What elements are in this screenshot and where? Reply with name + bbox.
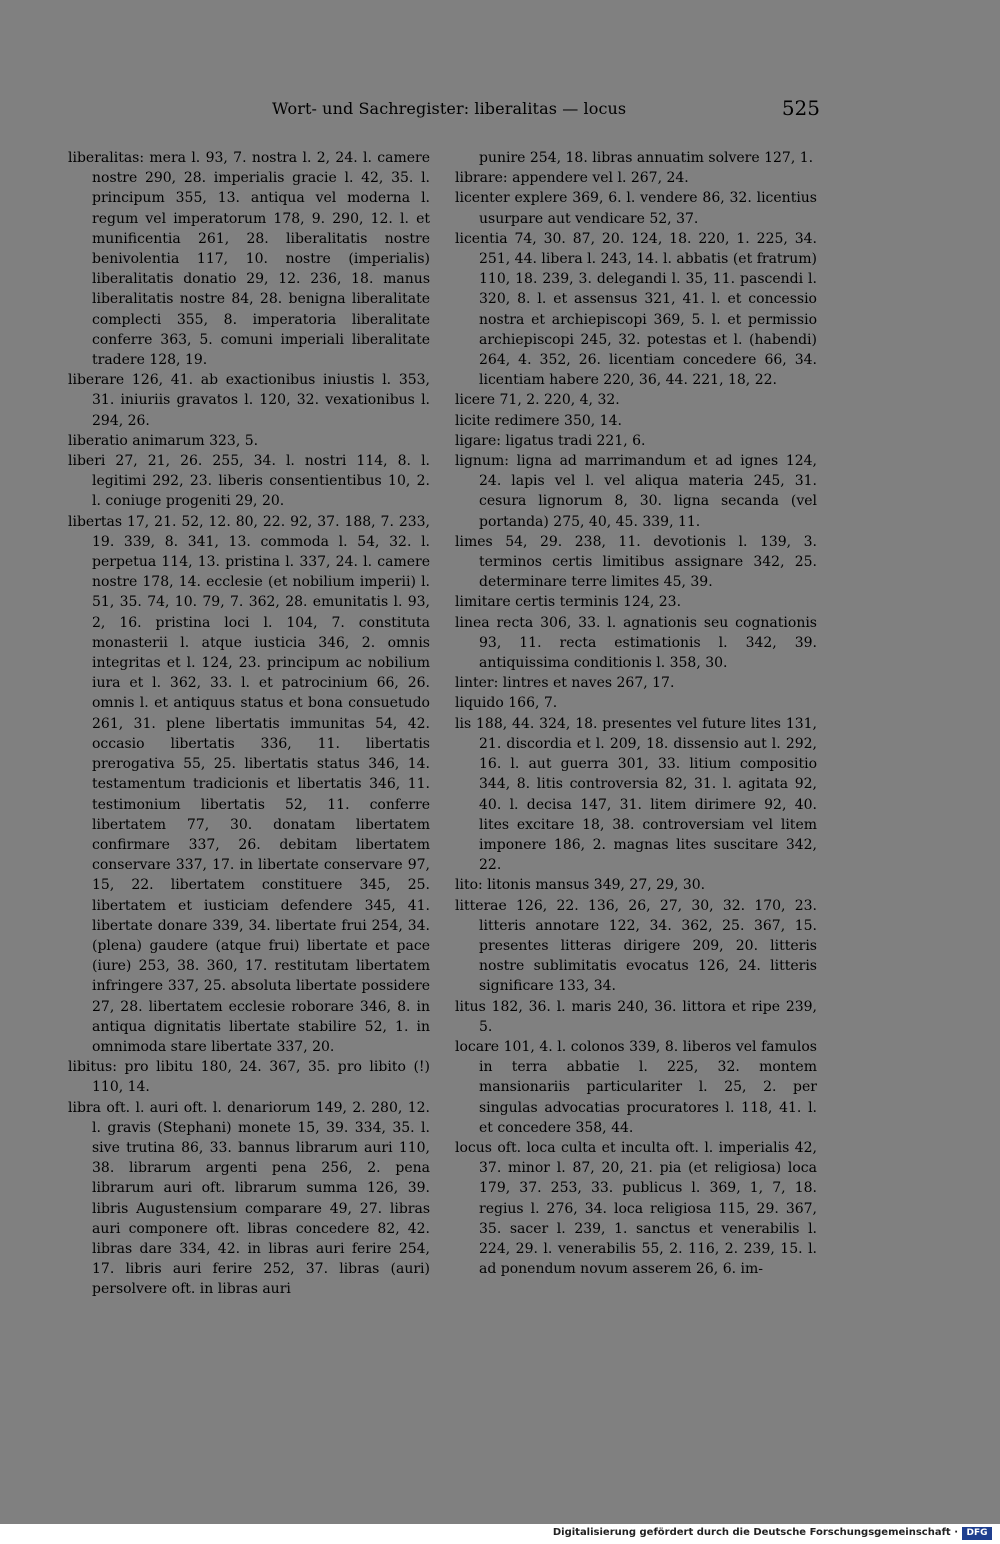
footer-credit: Digitalisierung gefördert durch die Deutsche Forschungsgemeinschaft ·: [552, 1527, 958, 1538]
index-entry-linter: linter: lintres et naves 267, 17.: [455, 675, 675, 692]
index-entry-licenter: licenter explere 369, 6. l. vendere 86, 32. licentius usurpare aut vendicare 52, 37.: [455, 190, 817, 227]
running-title: Wort- und Sachregister: liberalitas — locus: [272, 99, 627, 118]
index-entry-lis: lis 188, 44. 324, 18. presentes vel future lites 131, 21. discordia et l. 209, 18. dissensio aut l. 292, 16. l. aut guerra 301, 33. litium compositio 344, 8. litis controversia 82, 31. l. agitata 92, 40. l. decisa 147, 31. litem dirimere 92, 40. lites excitare 18, 38. controversiam vel litem imponere 186, 2. magnas lites suscitare 342, 22.: [455, 715, 817, 874]
dfg-logo-icon: DFG: [962, 1527, 992, 1540]
index-entry-lignum: lignum: ligna ad marrimandum et ad ignes 124, 24. lapis vel l. vel aliqua materia 245, 31. cesura lignorum 8, 30. ligna secanda (vel portanda) 275, 40, 45. 339, 11.: [455, 453, 817, 530]
index-entry-liberalitas: liberalitas: mera l. 93, 7. nostra l. 2, 24. l. camere nostre 290, 28. imperialis gracie l. 42, 35. l. principum 355, 13. antiqua vel moderna l. regum vel imperatorum 178, 9. 290, 12. l. et munificentia 261, 28. liberalitatis nostre benivolentia 117, 10. nostre (imperialis) liberalitatis donatio 29, 12. 236, 18. manus liberalitatis nostre 84, 28. benigna liberalitate complecti 355, 8. imperatoria liberalitate conferre 363, 5. comuni imperiali liberalitate tradere 128, 19.: [68, 150, 430, 369]
index-entry-libra-continued: punire 254, 18. libras annuatim solvere 127, 1.: [479, 150, 814, 166]
index-entry-libitus: libitus: pro libitu 180, 24. 367, 35. pro libito (!) 110, 14.: [68, 1059, 430, 1096]
index-entry-librare: librare: appendere vel l. 267, 24.: [455, 170, 689, 187]
index-entry-litus: litus 182, 36. l. maris 240, 36. littora et ripe 239, 5.: [455, 998, 817, 1035]
index-entry-linea: linea recta 306, 33. l. agnationis seu cognationis 93, 11. recta estimationis l. 342, 39. antiquissima conditionis l. 358, 30.: [455, 614, 817, 672]
running-head: [68, 96, 820, 126]
page-number: 525: [781, 96, 820, 120]
index-entry-ligare: ligare: ligatus tradi 221, 6.: [455, 432, 646, 449]
index-entry-libertas: libertas 17, 21. 52, 12. 80, 22. 92, 37. 188, 7. 233, 19. 339, 8. 341, 13. commoda l. 54, 32. l. perpetua 114, 13. pristina l. 337, 24. l. camere nostre 178, 14. ecclesie (et nobilium imperii) l. 51, 35. 74, 10. 79, 7. 362, 28. emunitatis l. 93, 2, 16. pristina loci l. 104, 7. constituta monasterii l. atque iusticia 346, 2. omnis integritas et l. 124, 23. principum ac nobilium iura et l. 362, 33. l. et patrocinium 66, 26. omnis l. et antiquus status et bona consuetudo 261, 31. plene libertatis immunitas 54, 42. occasio libertatis 336, 11. libertatis prerogativa 55, 25. libertatis status 346, 14. testamentum tradicionis et libertatis 346, 11. testimonium libertatis 52, 11. conferre libertatem 77, 30. donatam libertatem confirmare 337, 26. debitam libertatem conservare 337, 17. in libertate conservare 97, 15, 22. libertatem constituere 345, 25. libertatem et iusticiam defendere 345, 41. libertate donare 339, 34. libertate frui 254, 34. (plena) gaudere (atque frui) libertate et pace (iure) 253, 38. 360, 17. restitutam libertatem infringere 337, 25. absoluta libertate possidere 27, 28. libertatem ecclesie roborare 346, 8. in antiqua dignitatis libertate stabilire 52, 1. in omnimoda stare libertate 337, 20.: [68, 513, 430, 1055]
index-entry-litterae: litterae 126, 22. 136, 26, 27, 30, 32. 170, 23. litteris annotare 122, 34. 362, 25. 367, 15. presentes litteras dirigere 209, 20. litteris nostre sublimitatis evocatus 126, 24. litteris significare 133, 34.: [455, 897, 817, 995]
left-column: [68, 148, 430, 1300]
index-entry-liquido: liquido 166, 7.: [455, 695, 558, 712]
index-entry-locare: locare 101, 4. l. colonos 339, 8. liberos vel famulos in terra abbatie l. 225, 32. montem mansionariis particulariter l. 25, 2. per singulas advocatias procuratores l. 118, 41. l. et concedere 358, 44.: [455, 1038, 817, 1136]
right-column: [455, 148, 817, 1279]
index-entry-liberare: liberare 126, 41. ab exactionibus iniustis l. 353, 31. iniuriis gravatos l. 120, 32. vexationibus l. 294, 26.: [68, 372, 430, 429]
index-entry-licentia: licentia 74, 30. 87, 20. 124, 18. 220, 1. 225, 34. 251, 44. libera l. 243, 14. l. abbatis (et fratrum) 110, 18. 239, 3. delegandi l. 35, 11. pascendi l. 320, 8. l. et assensus 321, 41. l. et concessio nostra et archiepiscopi 369, 5. l. et permissio archiepiscopi 245, 32. potestas et l. (habendi) 264, 4. 352, 26. licentiam concedere 66, 34. licentiam habere 220, 36, 44. 221, 18, 22.: [455, 230, 817, 389]
index-entry-lito: lito: litonis mansus 349, 27, 29, 30.: [455, 877, 706, 894]
index-entry-licite: licite redimere 350, 14.: [455, 412, 622, 429]
footer-bar: [0, 1524, 1000, 1544]
index-entry-liberatio: liberatio animarum 323, 5.: [68, 432, 259, 449]
index-entry-locus: locus oft. loca culta et inculta oft. l. imperialis 42, 37. minor l. 87, 20, 21. pia (et religiosa) loca 179, 37. 253, 33. publicus l. 369, 1, 7, 18. regius l. 276, 34. loca religiosa 115, 29. 367, 35. sacer l. 239, 1. sanctus et venerabilis l. 224, 29. l. venerabilis 55, 2. 116, 2. 239, 15. l. ad ponendum novum asserem 26, 6. im-: [455, 1139, 817, 1278]
index-entry-liberi: liberi 27, 21, 26. 255, 34. l. nostri 114, 8. l. legitimi 292, 23. liberis consentientibus 10, 2. l. coniuge progeniti 29, 20.: [68, 453, 430, 510]
index-entry-libra: libra oft. l. auri oft. l. denariorum 149, 2. 280, 12. l. gravis (Stephani) monete 15, 39. 334, 35. l. sive trutina 86, 33. bannus librarum auri 110, 38. librarum argenti pena 256, 2. pena librarum auri oft. librarum summa 126, 39. libris Augustensium comparare 49, 27. libras auri componere oft. libras concedere 82, 42. libras dare 334, 42. in libras auri ferire 254, 17. libris auri ferire 252, 37. libras (auri) persolvere oft. in libras auri: [68, 1099, 430, 1298]
index-entry-licere: licere 71, 2. 220, 4, 32.: [455, 392, 620, 409]
index-entry-limitare: limitare certis terminis 124, 23.: [455, 594, 682, 611]
index-entry-limes: limes 54, 29. 238, 11. devotionis l. 139, 3. terminos certis limitibus assignare 342, 25. determinare terre limites 45, 39.: [455, 533, 817, 591]
